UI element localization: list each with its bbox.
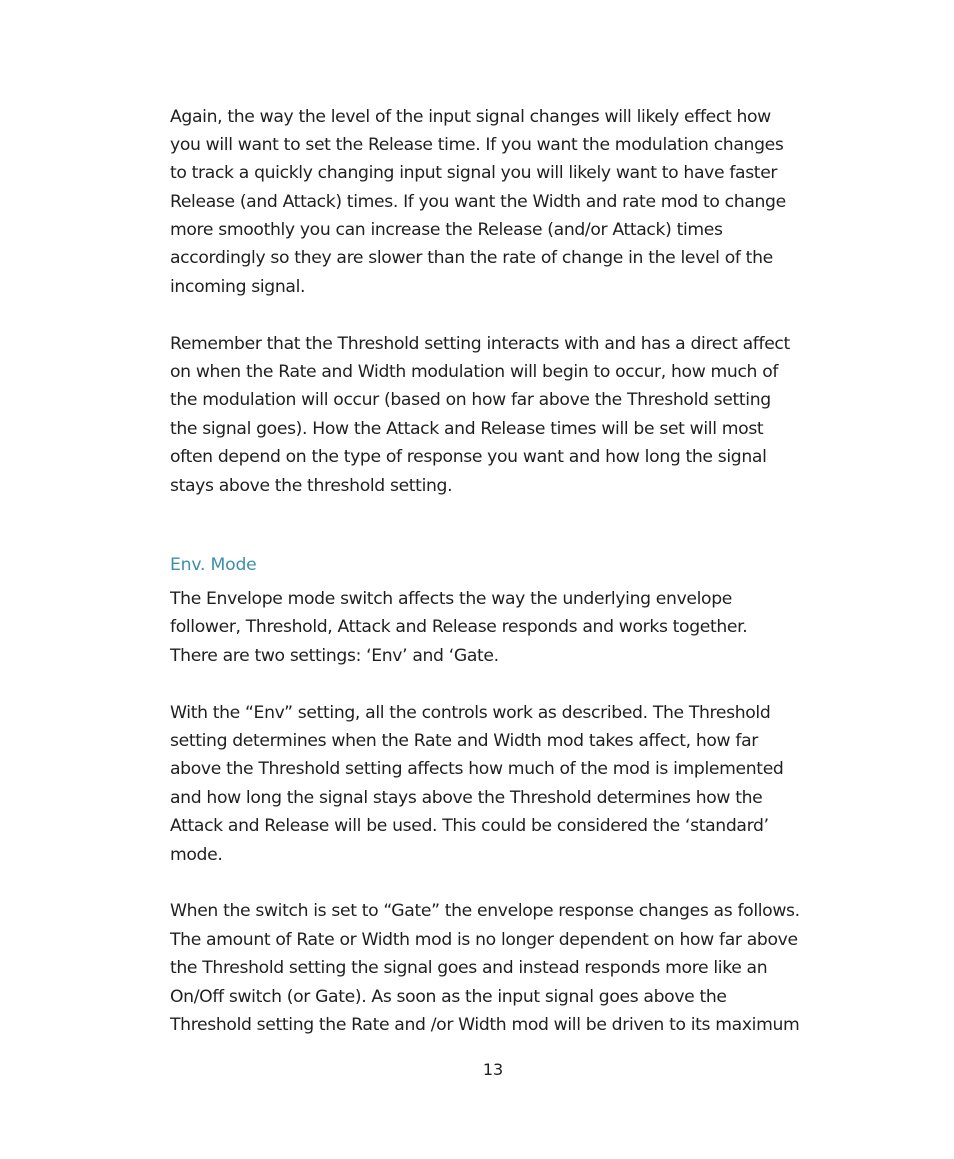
text-line: mode.: [170, 845, 223, 865]
text-line: often depend on the type of response you want and how long the signal: [170, 447, 767, 467]
text-line: Threshold setting the Rate and /or Width mod will be driven to its maximum: [170, 1015, 800, 1035]
text-line: follower, Threshold, Attack and Release responds and works together.: [170, 617, 748, 637]
text-line: the Threshold setting the signal goes and instead responds more like an: [170, 958, 768, 978]
text-line: you will want to set the Release time. If you want the modulation changes: [170, 135, 784, 155]
section-heading-env-mode: Env. Mode: [170, 555, 257, 575]
text-line: above the Threshold setting affects how much of the mod is implemented: [170, 759, 784, 779]
text-line: Attack and Release will be used. This could be considered the ‘standard’: [170, 816, 769, 836]
text-line: the signal goes). How the Attack and Release times will be set will most: [170, 419, 764, 439]
text-line: and how long the signal stays above the Threshold determines how the: [170, 788, 763, 808]
text-line: more smoothly you can increase the Release (and/or Attack) times: [170, 220, 723, 240]
text-line: Release (and Attack) times. If you want the Width and rate mod to change: [170, 192, 786, 212]
text-line: The Envelope mode switch affects the way the underlying envelope: [170, 589, 733, 609]
text-line: to track a quickly changing input signal you will likely want to have faster: [170, 163, 778, 183]
text-line: With the “Env” setting, all the controls work as described. The Threshold: [170, 703, 771, 723]
text-line: accordingly so they are slower than the rate of change in the level of the: [170, 248, 773, 268]
text-line: stays above the threshold setting.: [170, 476, 453, 496]
text-line: The amount of Rate or Width mod is no longer dependent on how far above: [170, 930, 798, 950]
text-line: incoming signal.: [170, 277, 306, 297]
text-line: the modulation will occur (based on how far above the Threshold setting: [170, 390, 771, 410]
text-line: On/Off switch (or Gate). As soon as the input signal goes above the: [170, 987, 727, 1007]
page-number: 13: [482, 1060, 504, 1079]
text-line: on when the Rate and Width modulation will begin to occur, how much of: [170, 362, 779, 382]
text-line: setting determines when the Rate and Width mod takes affect, how far: [170, 731, 758, 751]
text-line: There are two settings: ‘Env’ and ‘Gate.: [170, 646, 499, 666]
text-line: Again, the way the level of the input signal changes will likely effect how: [170, 107, 771, 127]
text-line: Remember that the Threshold setting interacts with and has a direct affect: [170, 334, 790, 354]
text-line: When the switch is set to “Gate” the envelope response changes as follows.: [170, 901, 800, 921]
